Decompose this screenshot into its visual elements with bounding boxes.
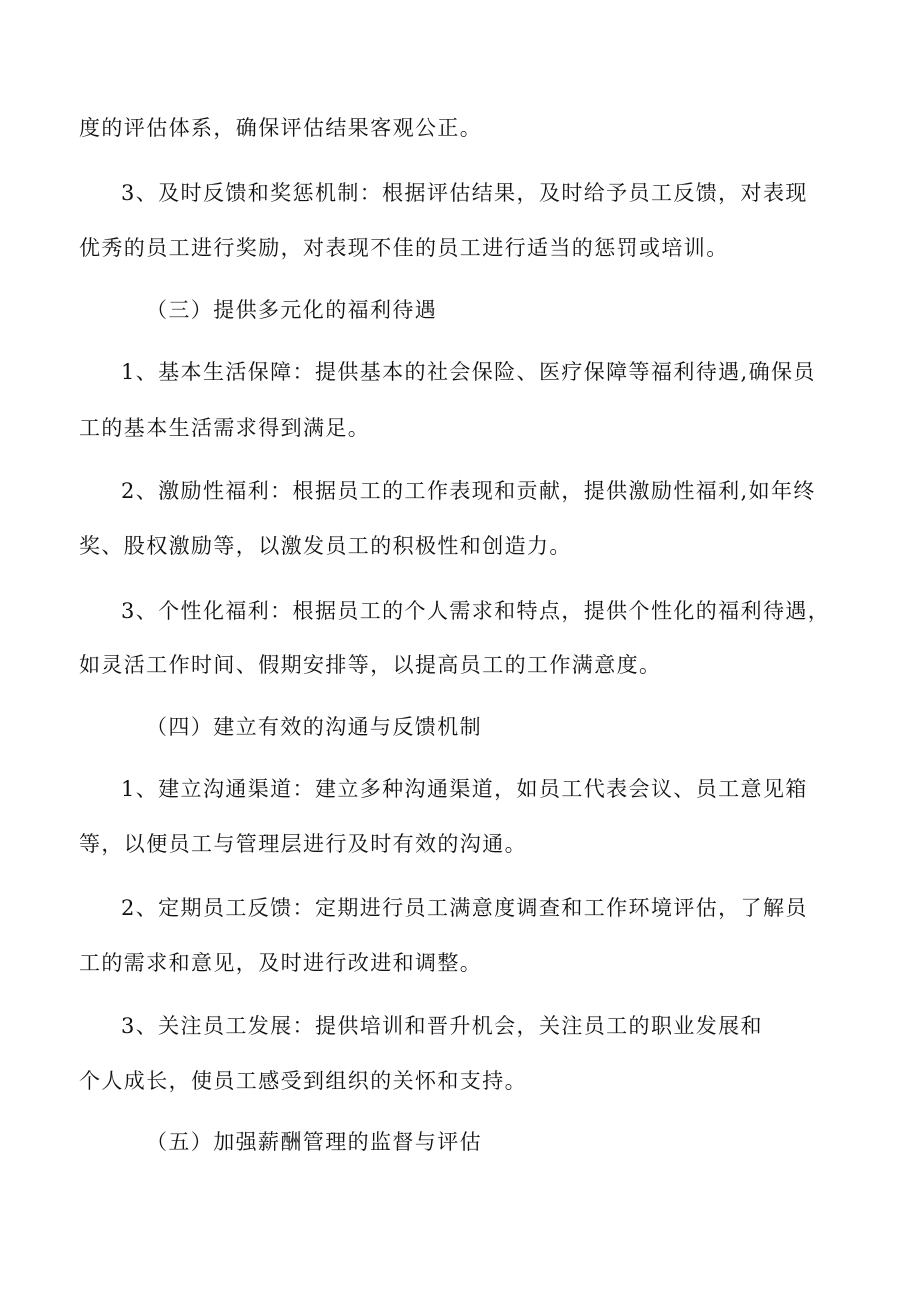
text-line: 如灵活工作时间、假期安排等，以提高员工的工作满意度。 xyxy=(79,653,662,677)
text-line: 优秀的员工进行奖励，对表现不佳的员工进行适当的惩罚或培训。 xyxy=(79,236,729,260)
text-line: 1、建立沟通渠道：建立多种沟通渠道，如员工代表会议、员工意见箱 xyxy=(121,777,808,801)
text-line: 个人成长，使员工感受到组织的关怀和支持。 xyxy=(79,1069,527,1093)
text-line: 工的基本生活需求得到满足。 xyxy=(79,416,371,440)
text-line: 3、关注员工发展：提供培训和晋升机会，关注员工的职业发展和 xyxy=(121,1014,763,1038)
section-heading: （三）提供多元化的福利待遇 xyxy=(146,298,438,322)
text-line: 3、及时反馈和奖惩机制：根据评估结果，及时给予员工反馈，对表现 xyxy=(121,181,808,205)
text-line: 2、定期员工反馈：定期进行员工满意度调查和工作环境评估，了解员 xyxy=(121,896,808,920)
text-line: 度的评估体系，确保评估结果客观公正。 xyxy=(79,116,483,140)
section-heading: （五）加强薪酬管理的监督与评估 xyxy=(146,1130,482,1154)
text-line: 等，以便员工与管理层进行及时有效的沟通。 xyxy=(79,832,527,856)
text-line: 奖、股权激励等，以激发员工的积极性和创造力。 xyxy=(79,534,572,558)
section-heading: （四）建立有效的沟通与反馈机制 xyxy=(146,715,482,739)
text-line: 3、个性化福利：根据员工的个人需求和特点，提供个性化的福利待遇， xyxy=(121,599,831,623)
text-line: 工的需求和意见，及时进行改进和调整。 xyxy=(79,951,483,975)
text-line: 2、激励性福利：根据员工的工作表现和贡献，提供激励性福利,如年终 xyxy=(121,479,816,503)
text-line: 1、基本生活保障：提供基本的社会保险、医疗保障等福利待遇,确保员 xyxy=(121,360,816,384)
